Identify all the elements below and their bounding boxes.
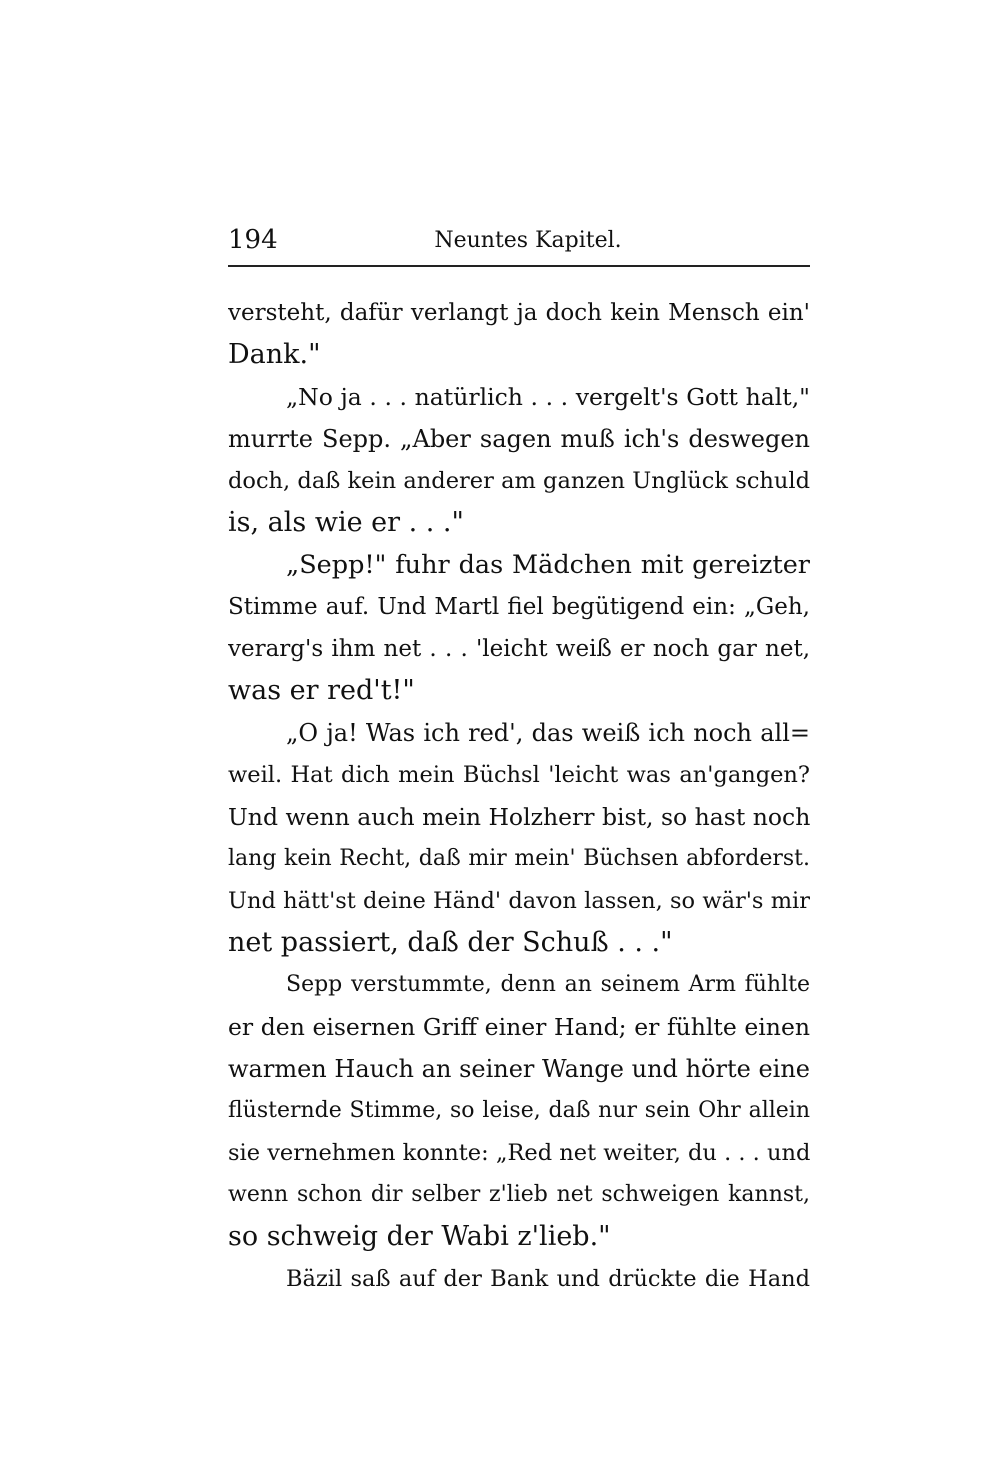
text-line: „Sepp!" fuhr das Mädchen mit gereizter (286, 550, 810, 580)
text-line: net passiert, daß der Schuß . . ." (228, 927, 673, 958)
text-line: Und wenn auch mein Holzherr bist, so hast noch (228, 803, 810, 831)
text-line: wenn schon dir selber z'lieb net schweigen kannst, (228, 1182, 810, 1207)
page-header (228, 224, 810, 264)
text-line: doch, daß kein anderer am ganzen Unglück schuld (228, 468, 810, 494)
text-line: Und hätt'st deine Händ' davon lassen, so wär's mir (228, 888, 810, 914)
text-line: Bäzil saß auf der Bank und drückte die Hand (286, 1266, 810, 1292)
text-line: was er red't!" (228, 675, 415, 706)
text-line: Stimme auf. Und Martl fiel begütigend ein: „Geh, (228, 594, 810, 620)
page-number: 194 (228, 225, 278, 255)
text-line: versteht, dafür verlangt ja doch kein Mensch ein' (228, 300, 810, 326)
text-line: so schweig der Wabi z'lieb." (228, 1221, 611, 1252)
text-line: lang kein Recht, daß mir mein' Büchsen abforderst. (228, 846, 810, 871)
text-line: verarg's ihm net . . . 'leicht weiß er noch gar net, (228, 636, 810, 662)
text-line: „No ja . . . natürlich . . . vergelt's Gott halt," (286, 383, 810, 411)
text-line: warmen Hauch an seiner Wange und hörte eine (228, 1055, 810, 1083)
running-head: Neuntes Kapitel. (434, 228, 622, 253)
body-text (228, 292, 810, 1300)
text-line: Dank." (228, 339, 321, 370)
text-line: „O ja! Was ich red', das weiß ich noch all= (286, 719, 810, 747)
text-line: is, als wie er . . ." (228, 507, 464, 538)
header-rule (228, 265, 810, 267)
text-line: er den eisernen Griff einer Hand; er fühlte einen (228, 1013, 810, 1041)
text-line: sie vernehmen konnte: „Red net weiter, du . . . und (228, 1140, 810, 1166)
text-line: weil. Hat dich mein Büchsl 'leicht was an'gangen? (228, 762, 810, 788)
text-line: Sepp verstummte, denn an seinem Arm fühlte (286, 972, 810, 997)
text-line: murrte Sepp. „Aber sagen muß ich's deswegen (228, 425, 810, 453)
text-line: flüsternde Stimme, so leise, daß nur sein Ohr allein (228, 1098, 810, 1123)
